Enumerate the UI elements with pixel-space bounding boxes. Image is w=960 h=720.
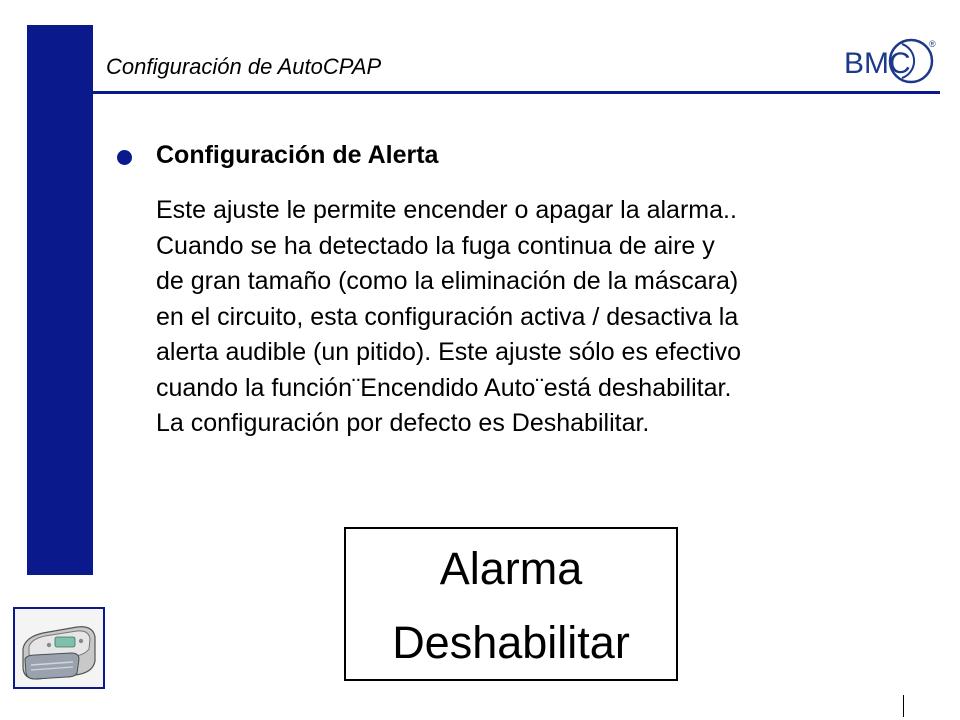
body-paragraph [156,193,916,442]
body-line: de gran tamaño (como la eliminación de la máscara) [156,267,739,295]
registered-mark: ® [929,39,936,49]
body-line: Este ajuste le permite encender o apagar la alarma.. [156,196,737,224]
device-thumbnail [13,607,105,689]
lcd-status-box [344,527,678,681]
corner-divider [903,695,904,717]
logo-text: BMC [844,47,911,80]
header-divider [93,91,940,94]
body-line: cuando la función¨Encendido Auto¨está deshabilitar. [156,373,732,402]
cpap-device-icon [15,609,103,687]
status-label: Alarma [439,543,583,594]
body-line: en el circuito, esta configuración activa / desactiva la [156,302,739,331]
body-line: La configuración por defecto es Deshabilitar. [156,409,650,437]
bullet-icon [117,150,132,165]
section-heading: Configuración de Alerta [156,141,439,169]
side-accent-bar [27,25,93,575]
status-value: Deshabilitar [392,617,630,668]
body-line: Cuando se ha detectado la fuga continua de aire y [156,231,715,260]
bmc-logo [840,36,940,88]
body-line: alerta audible (un pitido). Este ajuste sólo es efectivo [156,338,742,366]
page-title: Configuración de AutoCPAP [106,54,382,79]
